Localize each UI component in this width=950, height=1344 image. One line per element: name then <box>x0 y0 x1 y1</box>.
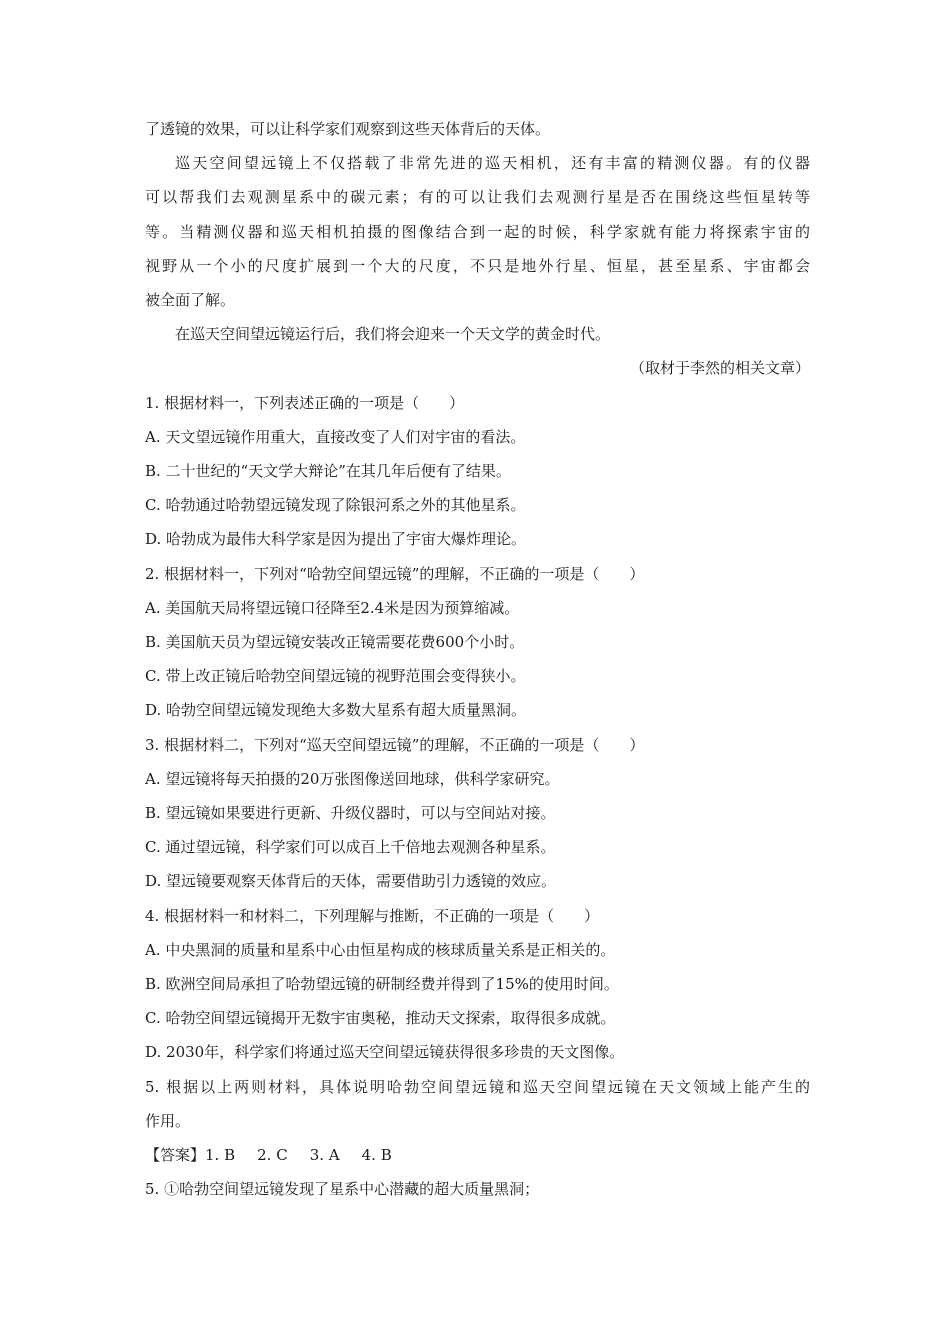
question-option: A. 天文望远镜作用重大，直接改变了人们对宇宙的看法。 <box>145 427 526 446</box>
question-option: B. 美国航天员为望远镜安装改正镜需要花费600个小时。 <box>145 633 525 652</box>
question-option: C. 哈勃通过哈勃望远镜发现了除银河系之外的其他星系。 <box>145 496 526 515</box>
question-option: A. 美国航天局将望远镜口径降至2.4米是因为预算缩减。 <box>145 598 520 617</box>
question-option: B. 望远镜如果要进行更新、升级仪器时，可以与空间站对接。 <box>145 804 556 823</box>
question-option: D. 哈勃成为最伟大科学家是因为提出了宇宙大爆炸理论。 <box>145 530 527 549</box>
question-stem: 4. 根据材料一和材料二，下列理解与推断，不正确的一项是（ ） <box>145 906 600 925</box>
answer-item: 1. B <box>205 1146 236 1165</box>
passage-line: 等。当精测仪器和巡天相机拍摄的图像结合到一起的时候，科学家就有能力将探索宇宙的 <box>145 222 810 241</box>
question-stem-continued: 作用。 <box>145 1111 191 1130</box>
passage-line: 可以帮我们去观测星系中的碳元素；有的可以让我们去观测行星是否在围绕这些恒星转等 <box>145 188 810 207</box>
answer-q5-line: 5. ①哈勃空间望远镜发现了星系中心潜藏的超大质量黑洞； <box>145 1180 540 1199</box>
passage-line: 在巡天空间望远镜运行后，我们将会迎来一个天文学的黄金时代。 <box>175 325 611 344</box>
question-option: D. 哈勃空间望远镜发现绝大多数大星系有超大质量黑洞。 <box>145 701 527 720</box>
answer-item: 2. C <box>257 1146 288 1165</box>
question-stem: 1. 根据材料一，下列表述正确的一项是（ ） <box>145 393 465 412</box>
question-option: C. 通过望远镜，科学家们可以成百上千倍地去观测各种星系。 <box>145 838 556 857</box>
document-page <box>145 112 810 1207</box>
passage-line: 巡天空间望远镜上不仅搭载了非常先进的巡天相机，还有丰富的精测仪器。有的仪器 <box>175 154 810 173</box>
answer-label: 【答案】 <box>145 1146 206 1165</box>
question-option: A. 中央黑洞的质量和星系中心由恒星构成的核球质量关系是正相关的。 <box>145 940 616 959</box>
passage-line: 被全面了解。 <box>145 291 236 310</box>
question-option: C. 带上改正镜后哈勃空间望远镜的视野范围会变得狭小。 <box>145 667 526 686</box>
question-stem: 2. 根据材料一，下列对“哈勃空间望远镜”的理解，不正确的一项是（ ） <box>145 564 645 583</box>
question-option: C. 哈勃空间望远镜揭开无数宇宙奥秘，推动天文探索，取得很多成就。 <box>145 1009 616 1028</box>
answer-item: 3. A <box>309 1146 340 1165</box>
answer-item: 4. B <box>361 1146 392 1165</box>
answer-key <box>145 1138 810 1172</box>
question-stem: 5. 根据以上两则材料，具体说明哈勃空间望远镜和巡天空间望远镜在天文领域上能产生的 <box>145 1077 810 1096</box>
passage-line: 了透镜的效果，可以让科学家们观察到这些天体背后的天体。 <box>145 120 551 138</box>
question-option: B. 二十世纪的“天文学大辩论”在其几年后便有了结果。 <box>145 462 511 481</box>
question-option: B. 欧洲空间局承担了哈勃望远镜的研制经费并得到了15%的使用时间。 <box>145 975 619 994</box>
passage-line: 视野从一个小的尺度扩展到一个大的尺度，不只是地外行星、恒星，甚至星系、宇宙都会 <box>145 256 810 275</box>
question-option: D. 2030年，科学家们将通过巡天空间望远镜获得很多珍贵的天文图像。 <box>145 1043 625 1062</box>
question-option: A. 望远镜将每天拍摄的20万张图像送回地球，供科学家研究。 <box>145 769 560 788</box>
question-stem: 3. 根据材料二，下列对“巡天空间望远镜”的理解，不正确的一项是（ ） <box>145 735 645 754</box>
question-option: D. 望远镜要观察天体背后的天体，需要借助引力透镜的效应。 <box>145 872 557 891</box>
source-citation: （取材于李然的相关文章） <box>629 359 810 378</box>
